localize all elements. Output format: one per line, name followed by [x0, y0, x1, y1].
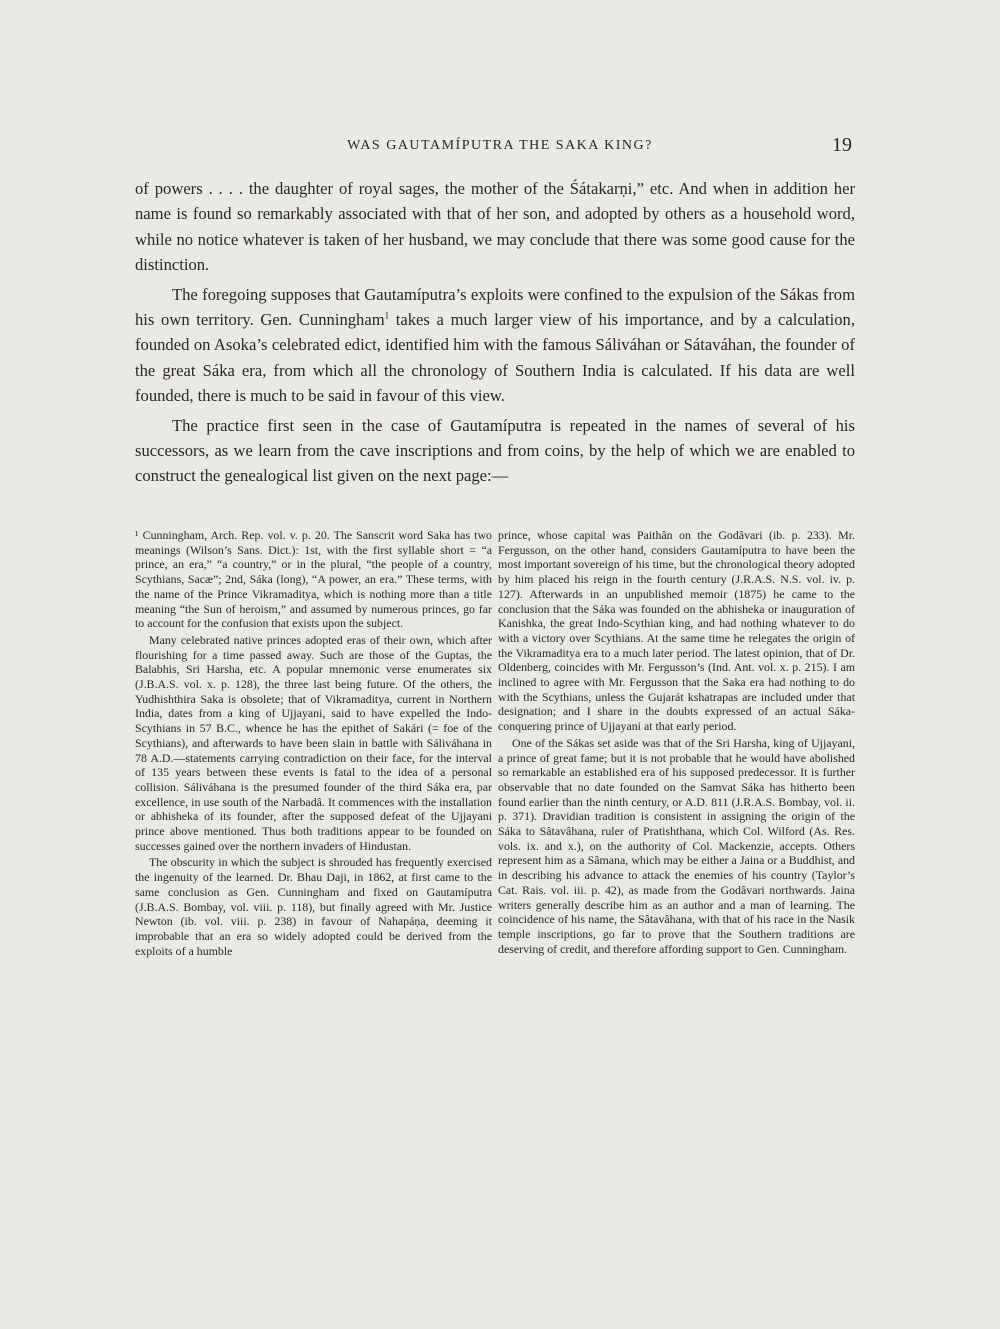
footnote-column-left — [135, 528, 492, 960]
footnote-paragraph: ¹ Cunningham, Arch. Rep. vol. v. p. 20. The Sanscrit word Saka has two meanings (Wilson’s Sans. Dict.): 1st, with the first syllable short = “a prince, an era,” “a country,” or in the plural, “the people of a country, Scythians, Sacæ”; 2nd, Sáka (long), “A power, an era.” These terms, with the name of the Prince Vikramaditya, which is nothing more than a title meaning “the Sun of heroism,” and assumed by numerous princes, go far to account for the confusion that exists upon the subject. — [135, 528, 492, 631]
paragraph-2-part-1: The foregoing supposes that Gautamíputra’s exploits were confined to the expulsion of the Sákas from his own territory. Gen. Cunningham — [135, 284, 855, 330]
footnote-paragraph: One of the Sákas set aside was that of the Sri Harsha, king of Ujjayani, a prince of great fame; but it is not probable that he would have abolished so remarkable an established era of his supposed predecessor. It is further observable that no date founded on the Samvat Sáka has hitherto been found earlier than the ninth century, or A.D. 811 (J.R.A.S. Bombay, vol. ii. p. 371). Dravidian tradition is consistent in assigning the origin of the Sáka to Sâtavâhana, ruler of Pratishthana, which Col. Wilford (As. Res. vols. ix. and x.), on the authority of Col. Mackenzie, accepts. Others represent him as a Sâmana, which may be either a Jaina or a Buddhist, and in describing his advance to attack the enemies of his country (Taylor’s Cat. Rais. vol. iii. p. 42), as made from the Godâvari northwards. Jaina writers generally describe him as an author and a man of learning. The coincidence of his name, the Sâtavâhana, with that of his race in the Nasik temple inscriptions, go far to prove that the Southern traditions are deserving of credit, and therefore affording support to Gen. Cunningham. — [498, 735, 855, 956]
paragraph-3: The practice first seen in the case of Gautamíputra is repeated in the names of several of his successors, as we learn from the cave inscriptions and from coins, by the help of which we are enabled to construct the genealogical list given on the next page:— — [135, 415, 855, 486]
running-title: WAS GAUTAMÍPUTRA THE SAKA KING? — [347, 138, 653, 153]
footnote-paragraph: The obscurity in which the subject is shrouded has frequently exercised the ingenuity of the learned. Dr. Bhau Daji, in 1862, at first came to the same conclusion as Gen. Cunningham and fixed on Gautamíputra (J.B.A.S. Bombay, vol. viii. p. 118), but finally agreed with Mr. Justice Newton (ib. vol. viii. p. 238) in favour of Nahapáṇa, deeming it improbable that an era so widely adopted could be derived from the exploits of a humble — [135, 855, 492, 958]
page-number: 19 — [832, 134, 852, 156]
paragraph-2 — [135, 282, 855, 409]
footnotes — [135, 528, 855, 960]
paragraph-2-part-2: takes a much larger view of his importance, and by a calculation, founded on Asoka’s celebrated edict, identified him with the famous Sáliváhan or Sátaváhan, the founder of the great Sáka era, from which all the chronology of Southern India is calculated. If his data are well founded, there is much to be said in favour of this view. — [135, 310, 855, 406]
paragraph-1: of powers . . . . the daughter of royal sages, the mother of the Śátakarṇi,” etc. And when in addition her name is found so remarkably associated with that of her son, and adopted by others as a household word, while no notice whatever is taken of her husband, we may conclude that there was some good cause for the distinction. — [135, 179, 855, 275]
footnote-reference: 1 — [384, 310, 390, 321]
main-text — [135, 176, 855, 493]
footnote-paragraph: prince, whose capital was Paithân on the Godâvari (ib. p. 233). Mr. Fergusson, on the other hand, considers Gautamíputra to have been the most important sovereign of his time, but the chronological theory adopted by him placed his reign in the fourth century (J.R.A.S. N.S. vol. iv. p. 127). Afterwards in an unpublished memoir (1875) he came to the conclusion that the Sáka was founded on the abhisheka or inauguration of Kanishka, the great Indo-Scythian king, and had nothing whatever to do with a victory over Scythians. At the same time he relegates the origin of the Vikramaditya era to a much later period. The latest opinion, that of Dr. Oldenberg, coincides with Mr. Fergusson’s (Ind. Ant. vol. x. p. 215). I am inclined to agree with Mr. Fergusson that the Saka era had nothing to do with the Scythians, unless the Gujarát kshatrapas are included under that designation; and I share in the doubts expressed of an actual Sáka-conquering prince of Ujjayani at that early period. — [498, 528, 855, 734]
footnote-paragraph: Many celebrated native princes adopted eras of their own, which after flourishing for a time passed away. Such are those of the Guptas, the Balabhis, Sri Harsha, etc. A popular mnemonic verse enumerates six (J.B.A.S. vol. x. p. 128), the three last being future. Of the others, the Yudhishthira Saka is obsolete; that of Vikramaditya, current in Northern India, dates from a king of Ujjayani, said to have expelled the Indo-Scythians in 57 B.C., whence he has the epithet of Sakári (= foe of the Scythians), and afterwards to have been slain in battle with Sáliváhana in 78 A.D.—statements carrying contradiction on their face, for the interval of 135 years between these events is fatal to the idea of a personal collision. Sáliváhana is the presumed founder of the third Sáka era, par excellence, in use south of the Narbadâ. It commences with the installation or abhisheka of its founder, after the supposed defeat of the Ujjayani prince above mentioned. Thus both traditions appear to be founded on successes gained over the northern invaders of Hindustan. — [135, 632, 492, 853]
footnote-column-right — [498, 528, 855, 960]
